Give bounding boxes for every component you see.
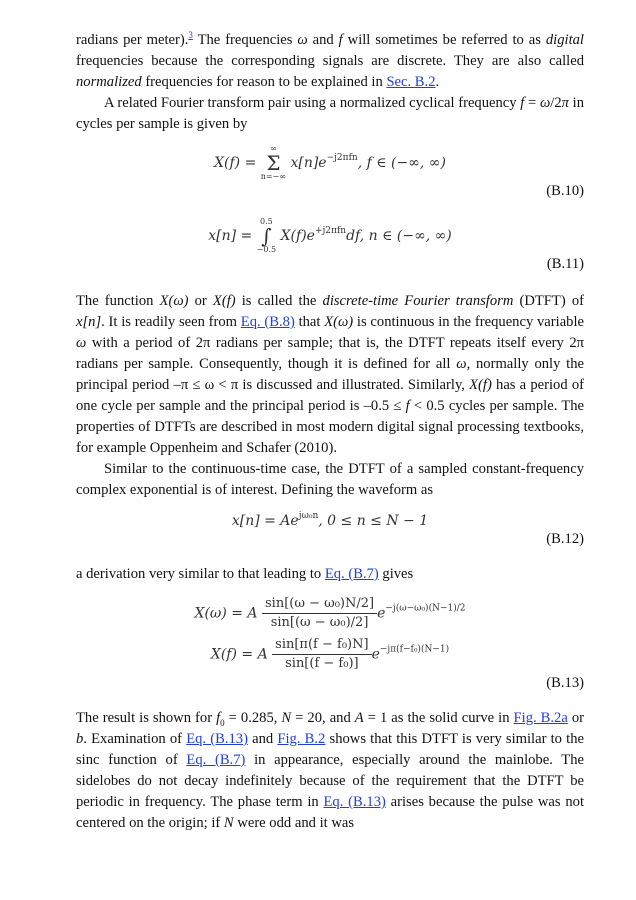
eq-lhs: x[n] = Ae	[231, 513, 299, 529]
text: = 0.285,	[224, 710, 282, 726]
eq-exponent: −jπ(f−f₀)(N−1)	[379, 644, 450, 655]
subscript-0: 0	[220, 717, 225, 728]
text: = 20, and	[291, 710, 355, 726]
symbol-X-omega: X(ω)	[324, 314, 354, 330]
sum-upper-limit: ∞	[270, 144, 277, 153]
eq-lhs: x[n] =	[208, 228, 253, 244]
symbol-A: A	[354, 710, 364, 726]
denominator: sin[(f − f₀)]	[285, 656, 359, 671]
text: The function	[76, 293, 160, 309]
paragraph-3	[76, 291, 584, 459]
symbol-N: N	[281, 710, 292, 726]
link-fig-b2[interactable]: Fig. B.2	[277, 731, 326, 747]
symbol-omega: ω	[539, 95, 551, 111]
equation-b11-formula	[76, 218, 584, 254]
int-symbol: ∫	[261, 224, 272, 248]
text: = 1 as the solid curve in	[363, 710, 514, 726]
eq-exponent: +j2πfn	[314, 226, 347, 236]
paragraph-6	[76, 708, 584, 834]
text: is continuous in the frequency variable	[353, 314, 584, 330]
text: that	[294, 314, 325, 330]
symbol-x-n: x[n]	[76, 314, 102, 330]
text: radians per meter).	[76, 32, 189, 48]
equation-b13-line2	[76, 636, 584, 673]
symbol-f: f	[216, 710, 221, 726]
equation-b13-line1	[76, 595, 584, 632]
symbol-f: f	[405, 398, 410, 414]
numerator: sin[π(f − f₀)N]	[272, 636, 371, 655]
text: The frequencies	[192, 32, 298, 48]
symbol-f: f	[338, 32, 343, 48]
sum-symbol: Σ	[266, 151, 281, 175]
term-normalized: normalized	[76, 74, 142, 90]
symbol-pi: π	[561, 95, 569, 111]
footnote-link-3[interactable]: 3	[188, 30, 193, 41]
equation-number: (B.11)	[546, 256, 584, 272]
link-fig-b2a[interactable]: Fig. B.2a	[513, 710, 568, 726]
symbol-N: N	[223, 815, 234, 831]
equation-b10-formula	[76, 145, 584, 181]
eq-exponent: −j(ω−ω₀)(N−1)/2	[385, 603, 466, 614]
eq-lhs: X(f) =	[214, 155, 257, 171]
link-eq-b7[interactable]: Eq. (B.7)	[324, 566, 379, 582]
eq-e: e	[371, 646, 380, 663]
text: is called the	[235, 293, 323, 309]
paragraph-5	[76, 564, 584, 585]
text: and	[247, 731, 278, 747]
symbol-omega: ω	[76, 335, 87, 351]
fraction	[272, 636, 371, 673]
text: frequencies for reason to be explained in	[141, 74, 387, 90]
text: . Examination of	[83, 731, 187, 747]
link-eq-b8[interactable]: Eq. (B.8)	[240, 314, 295, 330]
text: and	[307, 32, 339, 48]
text: arises because the pulse was not centered on the origin; if	[76, 794, 584, 831]
page-body	[76, 30, 584, 834]
text: in cycles per sample is given by	[76, 95, 585, 132]
summation	[261, 145, 286, 181]
text: < 0.5 cycles per sample. The properties of DTFTs are described in most modern digital signal processing textbooks, for example Oppenheim and Schafer (2010).	[76, 398, 585, 456]
text: or	[567, 710, 585, 726]
eq-body: X(f)e	[280, 228, 315, 244]
equation-number: (B.13)	[546, 675, 584, 691]
int-upper-limit: 0.5	[260, 217, 273, 226]
eq-exponent: jω₀n	[298, 511, 319, 521]
symbol-X-f: X(f)	[469, 377, 492, 393]
link-eq-b13[interactable]: Eq. (B.13)	[323, 794, 386, 810]
paragraph-2	[76, 93, 584, 135]
text: were odd and it was	[233, 815, 355, 831]
link-eq-b13[interactable]: Eq. (B.13)	[186, 731, 248, 747]
text: shows that this DTFT is very similar to the sinc function of	[76, 731, 584, 768]
text: gives	[378, 566, 414, 582]
eq-tail: df, n ∈ (−∞, ∞)	[346, 228, 452, 244]
sum-lower-limit: n=−∞	[260, 172, 287, 181]
eq-lhs: X(f) = A	[210, 646, 268, 663]
eq-condition: , f ∈ (−∞, ∞)	[357, 155, 446, 171]
equation-number: (B.10)	[546, 183, 584, 199]
symbol-f: f	[520, 95, 525, 111]
eq-body: x[n]e	[290, 155, 327, 171]
text: A related Fourier transform pair using a normalized cyclical frequency	[104, 95, 521, 111]
denominator: sin[(ω − ω₀)/2]	[270, 615, 369, 630]
integral	[257, 218, 276, 254]
symbol-X-omega: X(ω)	[159, 293, 189, 309]
term-digital: digital	[545, 32, 584, 48]
paragraph-1	[76, 30, 584, 93]
eq-exponent: −j2πfn	[326, 153, 358, 163]
symbol-b: b	[76, 731, 84, 747]
equation-b12	[76, 511, 584, 550]
numerator: sin[(ω − ω₀)N/2]	[262, 595, 377, 614]
text: or	[188, 293, 213, 309]
eq-condition: , 0 ≤ n ≤ N − 1	[318, 513, 429, 529]
link-sec-b2[interactable]: Sec. B.2	[386, 74, 436, 90]
text: (DTFT) of	[513, 293, 584, 309]
text: =	[524, 95, 540, 111]
text: /2	[550, 95, 562, 111]
text: in appearance, especially around the mainlobe. The sidelobes do not decay indefinitely because of the requirement that the DTFT be periodic in frequency. The phase term in	[76, 752, 584, 810]
eq-e: e	[377, 605, 386, 622]
text: with a period of 2π radians per sample; that is, the DTFT repeats itself every 2π radians per sample. Consequently, though it is defined for all	[76, 335, 584, 372]
symbol-X-f: X(f)	[212, 293, 236, 309]
term-dtft: discrete-time Fourier transform	[322, 293, 514, 309]
text: will sometimes be referred to as	[342, 32, 546, 48]
symbol-omega: ω	[297, 32, 308, 48]
text: The result is shown for	[76, 710, 217, 726]
equation-b11	[76, 218, 584, 275]
equation-b12-formula	[76, 511, 584, 529]
equation-b10	[76, 145, 584, 202]
text: . It is readily seen from	[101, 314, 241, 330]
int-lower-limit: −0.5	[256, 245, 277, 254]
text: a derivation very similar to that leading to	[76, 566, 325, 582]
equation-number: (B.12)	[546, 531, 584, 547]
link-eq-b7[interactable]: Eq. (B.7)	[186, 752, 246, 768]
text: , normally only the principal period –π ≤ ω < π is discussed and illustrated. Similarly,	[76, 356, 585, 393]
fraction	[262, 595, 377, 632]
symbol-omega: ω	[456, 356, 467, 372]
text: .	[435, 74, 440, 90]
eq-lhs: X(ω) = A	[194, 605, 258, 622]
paragraph-4: Similar to the continuous-time case, the DTFT of a sampled constant-frequency complex exponential is of interest. Defining the waveform as	[76, 461, 584, 498]
text: frequencies because the corresponding signals are discrete. They are also called	[76, 53, 584, 69]
text: has a period of one cycle per sample and the principal period is –0.5 ≤	[76, 377, 584, 414]
equation-b13	[76, 595, 584, 694]
